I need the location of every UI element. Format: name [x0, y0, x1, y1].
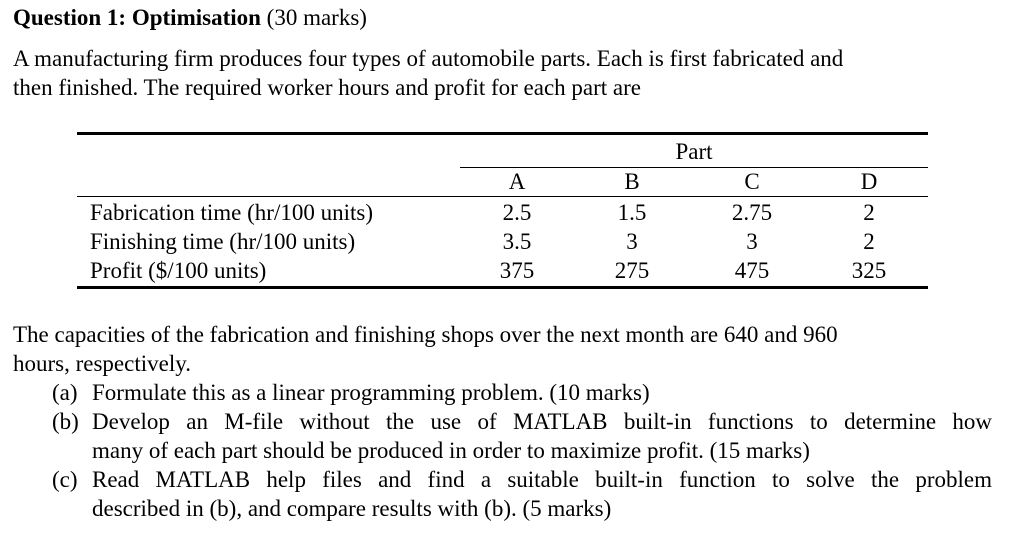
subquestion-text: [92, 407, 992, 465]
table-cell: 275: [614, 258, 650, 283]
row-label-fabrication: Fabrication time (hr/100 units): [90, 200, 373, 225]
column-header-a: A: [508, 169, 526, 194]
subquestion-line: Develop an M-file without the use of MATLAB built-in functions to determine how: [92, 409, 992, 434]
question-title: Question 1: Optimisation: [13, 5, 261, 30]
subquestion-a: [52, 378, 992, 407]
row-label-profit: Profit ($/100 units): [90, 258, 267, 283]
capacity-line-1: The capacities of the fabrication and finishing shops over the next month are 640 and 960: [13, 322, 838, 347]
capacity-paragraph: [13, 320, 1003, 378]
subquestion-list: [52, 378, 992, 523]
table-cell: 2.5: [502, 200, 532, 225]
column-header-b: B: [624, 169, 640, 194]
table-cell: 2: [863, 200, 875, 225]
intro-line-2: then finished. The required worker hours and profit for each part are: [13, 75, 641, 100]
column-header-c: C: [744, 169, 760, 194]
table-top-rule: [77, 132, 928, 135]
table-group-header: Part: [675, 139, 713, 164]
question-heading: [13, 4, 367, 32]
subquestion-marker: (b): [52, 409, 79, 434]
table-cell: 325: [851, 258, 887, 283]
table-cell: 1.5: [617, 200, 647, 225]
subquestion-marker: (c): [52, 467, 78, 492]
subquestion-text: [92, 378, 992, 407]
subquestion-line: described in (b), and compare results with (b). (5 marks): [92, 496, 612, 521]
question-marks: (30 marks): [260, 5, 367, 30]
table-cell: 375: [499, 258, 535, 283]
table-cell: 3: [626, 229, 638, 254]
table-cell: 2: [863, 229, 875, 254]
subquestion-line: Read MATLAB help files and find a suitable built-in function to solve the problem: [92, 467, 992, 492]
intro-line-1: A manufacturing firm produces four types of automobile parts. Each is first fabricated and: [13, 46, 844, 71]
table-cell: 475: [734, 258, 770, 283]
parts-table: [77, 132, 928, 290]
capacity-line-2: hours, respectively.: [13, 351, 191, 376]
table-header-rule: [77, 196, 928, 197]
subquestion-line: Formulate this as a linear programming problem. (10 marks): [92, 380, 650, 405]
column-header-d: D: [860, 169, 878, 194]
table-cell: 3.5: [502, 229, 532, 254]
table-bottom-rule: [77, 286, 928, 289]
intro-paragraph: [13, 44, 1013, 102]
subquestion-marker: (a): [52, 380, 78, 405]
table-cell: 2.75: [731, 200, 773, 225]
row-label-finishing: Finishing time (hr/100 units): [90, 229, 356, 254]
subquestion-c: [52, 465, 992, 523]
table-cell: 3: [746, 229, 758, 254]
subquestion-line: many of each part should be produced in order to maximize profit. (15 marks): [92, 438, 810, 463]
subquestion-text: [92, 465, 992, 523]
subquestion-b: [52, 407, 992, 465]
